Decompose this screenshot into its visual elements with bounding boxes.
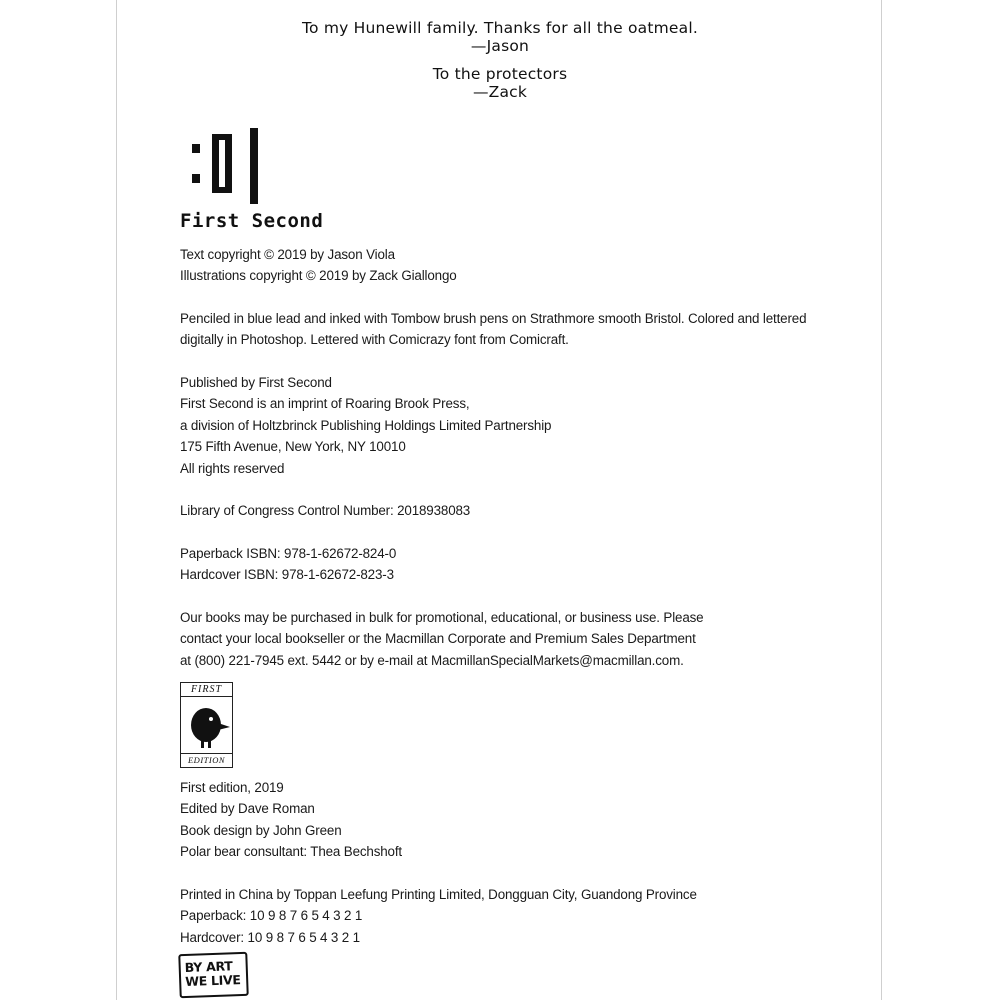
- by-art-we-live-logo: [178, 952, 248, 998]
- first-second-logo-mark: [188, 128, 273, 206]
- credits-line: Polar bear consultant: Thea Bechshoft: [180, 844, 402, 860]
- credits-line: Edited by Dave Roman: [180, 801, 315, 817]
- page-left-edge: [116, 0, 117, 1000]
- first-edition-badge: [180, 682, 233, 768]
- art-notes-line: Penciled in blue lead and inked with Tombow brush pens on Strathmore smooth Bristol. Colored and lettered: [180, 311, 807, 326]
- isbn-paperback: Paperback ISBN: 978-1-62672-824-0: [180, 546, 397, 561]
- dedication-zack: [0, 65, 1000, 101]
- dedication-text: To the protectors: [432, 65, 568, 83]
- dedication-signature: —Jason: [470, 37, 530, 55]
- copyright-line: Text copyright © 2019 by Jason Viola: [180, 247, 395, 262]
- printing-line: Paperback: 10 9 8 7 6 5 4 3 2 1: [180, 908, 363, 924]
- first-edition-badge-bottom: EDITION: [181, 753, 232, 767]
- dedication-jason: [0, 19, 1000, 55]
- publisher-info-line: All rights reserved: [180, 460, 285, 476]
- first-edition-badge-top: FIRST: [181, 683, 232, 697]
- loc-number: Library of Congress Control Number: 2018938083: [180, 503, 471, 518]
- publisher-info-line: Published by First Second: [180, 375, 332, 390]
- publisher-info-block: [180, 372, 551, 479]
- first-second-wordmark: First Second: [180, 210, 324, 232]
- credits-line: First edition, 2019: [180, 780, 284, 795]
- art-notes-block: [180, 308, 806, 351]
- publisher-info-line: 175 Fifth Avenue, New York, NY 10010: [180, 439, 406, 455]
- printing-line: Hardcover: 10 9 8 7 6 5 4 3 2 1: [180, 929, 360, 945]
- isbn-block: [180, 543, 396, 586]
- credits-line: Book design by John Green: [180, 822, 342, 838]
- isbn-hardcover: Hardcover ISBN: 978-1-62672-823-3: [180, 567, 394, 583]
- dedication-signature: —Zack: [472, 83, 528, 101]
- printing-block: [180, 884, 697, 948]
- art-notes-line: digitally in Photoshop. Lettered with Comicrazy font from Comicraft.: [180, 332, 569, 348]
- bulk-sales-block: [180, 607, 703, 671]
- by-art-we-live-line: BY ART: [184, 958, 233, 975]
- bulk-sales-line: Our books may be purchased in bulk for promotional, educational, or business use. Please: [180, 610, 704, 625]
- by-art-we-live-line: WE LIVE: [184, 972, 241, 989]
- publisher-info-line: First Second is an imprint of Roaring Brook Press,: [180, 396, 470, 412]
- copyright-line: Illustrations copyright © 2019 by Zack Giallongo: [180, 268, 457, 284]
- loc-block: [180, 500, 470, 521]
- publisher-info-line: a division of Holtzbrinck Publishing Holdings Limited Partnership: [180, 417, 552, 433]
- bulk-sales-line: contact your local bookseller or the Macmillan Corporate and Premium Sales Department: [180, 631, 696, 647]
- bird-silhouette-icon: [184, 699, 230, 751]
- printing-line: Printed in China by Toppan Leefung Printing Limited, Dongguan City, Guandong Province: [180, 887, 697, 902]
- copyright-block: [180, 244, 457, 287]
- page-right-edge: [881, 0, 882, 1000]
- bulk-sales-line: at (800) 221-7945 ext. 5442 or by e-mail at MacmillanSpecialMarkets@macmillan.com.: [180, 652, 684, 668]
- credits-block: [180, 777, 402, 863]
- dedication-text: To my Hunewill family. Thanks for all the oatmeal.: [302, 19, 698, 37]
